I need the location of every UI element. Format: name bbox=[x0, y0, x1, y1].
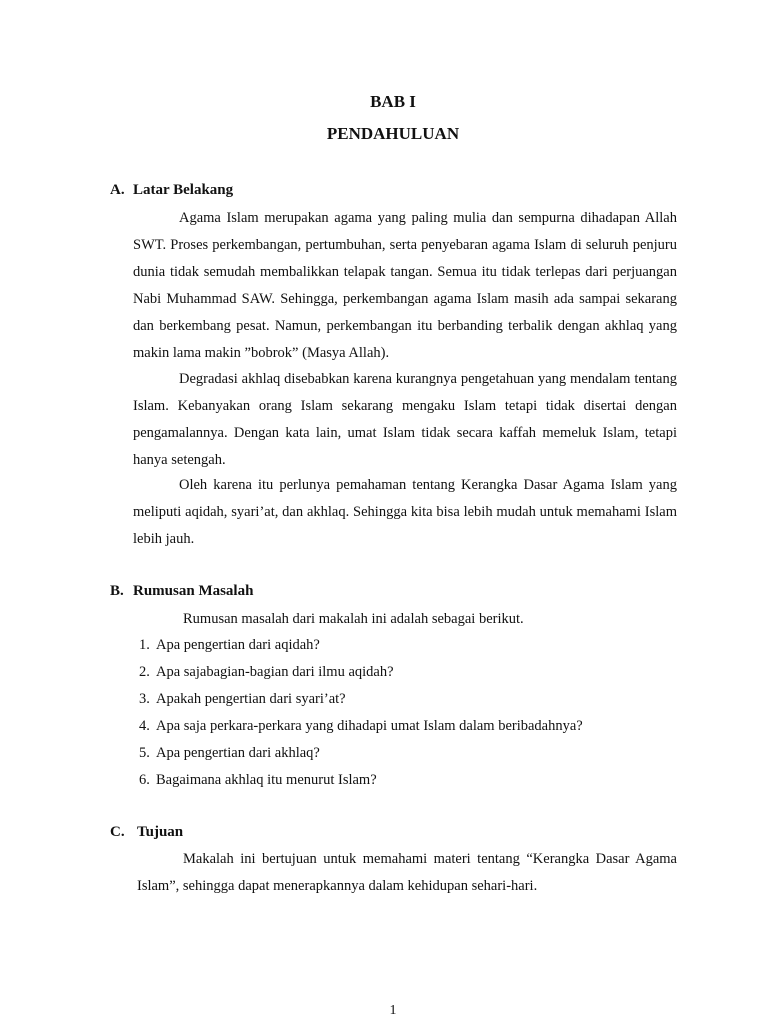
latar-belakang-paragraph-2: Degradasi akhlaq disebabkan karena kurangnya pengetahuan yang mendalam tentang Islam. Kebanyakan orang Islam sekarang mengaku Islam tetapi tidak disertai dengan pengamalannya. Dengan kata lain, umat Islam tidak secara kaffah memeluk Islam, tetapi hanya setengah. bbox=[133, 371, 677, 468]
list-item-text: Apakah pengertian dari syari’at? bbox=[156, 691, 346, 707]
list-item bbox=[139, 686, 583, 713]
list-item-text: Apa pengertian dari aqidah? bbox=[156, 637, 320, 653]
section-c-title: Tujuan bbox=[137, 824, 184, 840]
list-item bbox=[139, 659, 583, 686]
chapter-label: BAB I bbox=[370, 92, 416, 111]
section-b-heading bbox=[110, 583, 253, 600]
section-a-heading bbox=[110, 182, 233, 199]
list-item-number: 6. bbox=[139, 772, 150, 788]
section-b-title: Rumusan Masalah bbox=[133, 583, 254, 599]
section-c-letter: C. bbox=[110, 824, 125, 840]
section-a-title: Latar Belakang bbox=[133, 182, 234, 198]
section-c-heading bbox=[110, 824, 183, 841]
rumusan-intro: Rumusan masalah dari makalah ini adalah sebagai berikut. bbox=[183, 611, 524, 627]
list-item-number: 2. bbox=[139, 664, 150, 680]
latar-belakang-paragraph-3: Oleh karena itu perlunya pemahaman tentang Kerangka Dasar Agama Islam yang meliputi aqidah, syari’at, dan akhlaq. Sehingga kita bisa lebih mudah untuk memahami Islam lebih jauh. bbox=[133, 477, 677, 547]
chapter-title: PENDAHULUAN bbox=[326, 124, 460, 143]
list-item-text: Apa sajabagian-bagian dari ilmu aqidah? bbox=[156, 664, 394, 680]
rumusan-list bbox=[139, 632, 583, 794]
tujuan-paragraph: Makalah ini bertujuan untuk memahami materi tentang “Kerangka Dasar Agama Islam”, sehingga dapat menerapkannya dalam kehidupan sehari-hari. bbox=[137, 851, 677, 894]
list-item bbox=[139, 632, 583, 659]
list-item-number: 4. bbox=[139, 718, 150, 734]
list-item-text: Apa pengertian dari akhlaq? bbox=[156, 745, 320, 761]
list-item-text: Apa saja perkara-perkara yang dihadapi umat Islam dalam beribadahnya? bbox=[156, 718, 583, 734]
section-b-letter: B. bbox=[110, 583, 124, 599]
list-item bbox=[139, 767, 583, 794]
list-item bbox=[139, 740, 583, 767]
latar-belakang-paragraph-1: Agama Islam merupakan agama yang paling mulia dan sempurna dihadapan Allah SWT. Proses perkembangan, pertumbuhan, serta penyebaran agama Islam di seluruh penjuru dunia tidak semudah membalikkan telapak tangan. Semua itu tidak terlepas dari perjuangan Nabi Muhammad SAW. Sehingga, perkembangan agama Islam masih ada sampai sekarang dan berkembang pesat. Namun, perkembangan itu berbanding terbalik dengan akhlaq yang makin lama makin ”bobrok” (Masya Allah). bbox=[133, 210, 677, 361]
list-item bbox=[139, 713, 583, 740]
list-item-number: 3. bbox=[139, 691, 150, 707]
list-item-text: Bagaimana akhlaq itu menurut Islam? bbox=[156, 772, 377, 788]
page-number: 1 bbox=[389, 1003, 397, 1018]
section-a-letter: A. bbox=[110, 182, 125, 198]
list-item-number: 5. bbox=[139, 745, 150, 761]
list-item-number: 1. bbox=[139, 637, 150, 653]
